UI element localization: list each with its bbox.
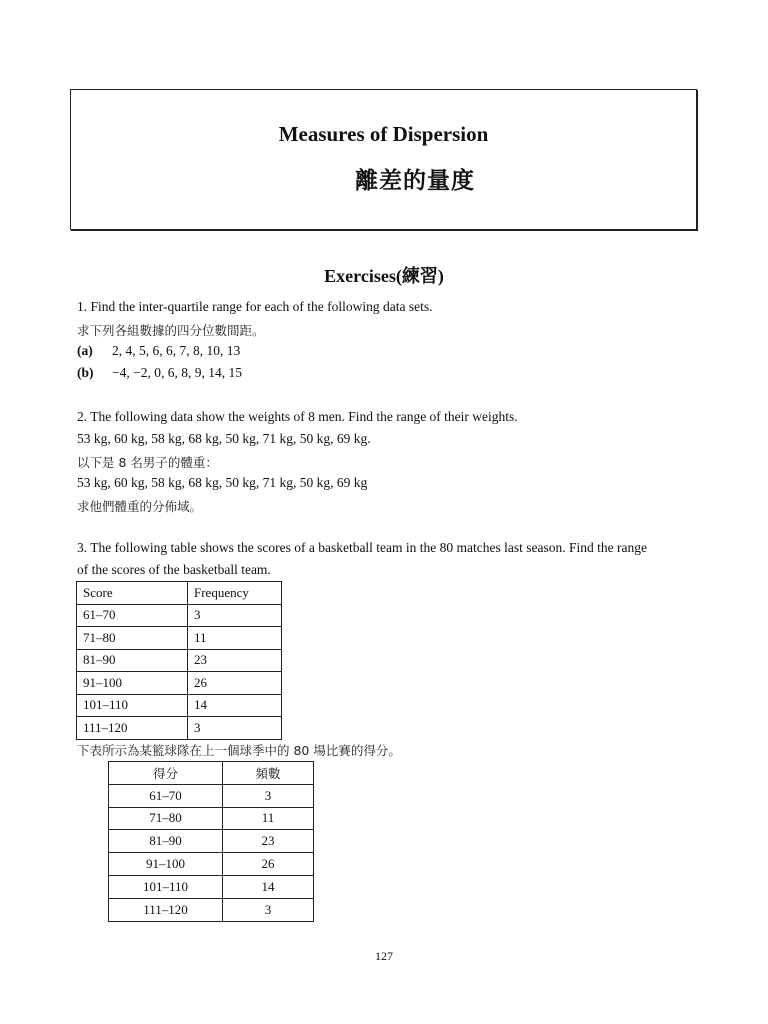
score-cell: 61–70 [77, 604, 188, 627]
score-cell: 111–120 [109, 898, 223, 921]
frequency-cell: 3 [188, 604, 282, 627]
frequency-cell: 3 [223, 784, 314, 807]
table-row [109, 784, 314, 807]
table-row [77, 717, 282, 740]
frequency-cell: 14 [223, 875, 314, 898]
score-cell: 61–70 [109, 784, 223, 807]
q1-part-b-label: (b) [77, 365, 94, 380]
frequency-cell: 3 [223, 898, 314, 921]
frequency-cell: 11 [188, 627, 282, 650]
title-chinese: 離差的量度 [355, 168, 475, 194]
q1-part-a-data: 2, 4, 5, 6, 6, 7, 8, 10, 13 [112, 343, 241, 358]
table-row [77, 627, 282, 650]
q2-question-zh: 求他們體重的分佈域。 [77, 499, 203, 514]
frequency-cell: 23 [188, 649, 282, 672]
q1-part-b-data: −4, −2, 0, 6, 8, 9, 14, 15 [112, 365, 242, 380]
q2-data-zh: 53 kg, 60 kg, 58 kg, 68 kg, 50 kg, 71 kg, 50 kg, 69 kg [77, 475, 368, 490]
header-frequency: Frequency [188, 582, 282, 605]
q1-part-a-label: (a) [77, 343, 93, 358]
table-row [109, 875, 314, 898]
q2-data-en: 53 kg, 60 kg, 58 kg, 68 kg, 50 kg, 71 kg, 50 kg, 69 kg. [77, 431, 371, 446]
q1-part-b [77, 365, 242, 381]
score-frequency-table-en [76, 581, 282, 740]
frequency-cell: 14 [188, 694, 282, 717]
q3-text-en-line2: of the scores of the basketball team. [77, 562, 271, 577]
table-row [109, 898, 314, 921]
table-header-row [109, 762, 314, 785]
table-row [109, 853, 314, 876]
score-cell: 101–110 [77, 694, 188, 717]
frequency-cell: 11 [223, 807, 314, 830]
frequency-cell: 26 [223, 853, 314, 876]
header-score: Score [77, 582, 188, 605]
score-cell: 101–110 [109, 875, 223, 898]
frequency-cell: 26 [188, 672, 282, 695]
table-row [77, 694, 282, 717]
score-cell: 71–80 [77, 627, 188, 650]
frequency-cell: 3 [188, 717, 282, 740]
page-number: 127 [375, 949, 393, 963]
q1-text-zh: 求下列各組數據的四分位數間距。 [77, 323, 265, 338]
q3-text-en-line1: 3. The following table shows the scores of a basketball team in the 80 matches last season. Find the range [77, 540, 647, 555]
score-cell: 81–90 [77, 649, 188, 672]
q2-text-zh: 以下是 8 名男子的體重： [77, 455, 218, 470]
q3-text-zh: 下表所示為某籃球隊在上一個球季中的 80 場比賽的得分。 [77, 743, 401, 758]
table-row [77, 604, 282, 627]
exercises-heading: Exercises(練習) [324, 266, 444, 286]
score-cell: 81–90 [109, 830, 223, 853]
frequency-cell: 23 [223, 830, 314, 853]
table-row [109, 807, 314, 830]
table-row [77, 649, 282, 672]
title-english: Measures of Dispersion [278, 122, 489, 146]
table-row [77, 672, 282, 695]
header-frequency-zh: 頻數 [223, 762, 314, 785]
score-cell: 91–100 [109, 853, 223, 876]
score-cell: 111–120 [77, 717, 188, 740]
score-cell: 91–100 [77, 672, 188, 695]
header-score-zh: 得分 [109, 762, 223, 785]
score-frequency-table-zh [108, 761, 314, 922]
table-header-row [77, 582, 282, 605]
score-cell: 71–80 [109, 807, 223, 830]
title-box [70, 89, 697, 230]
q1-part-a [77, 343, 240, 359]
q2-text-en: 2. The following data show the weights of 8 men. Find the range of their weights. [77, 409, 518, 424]
table-row [109, 830, 314, 853]
q1-text-en: 1. Find the inter-quartile range for each of the following data sets. [77, 299, 433, 314]
